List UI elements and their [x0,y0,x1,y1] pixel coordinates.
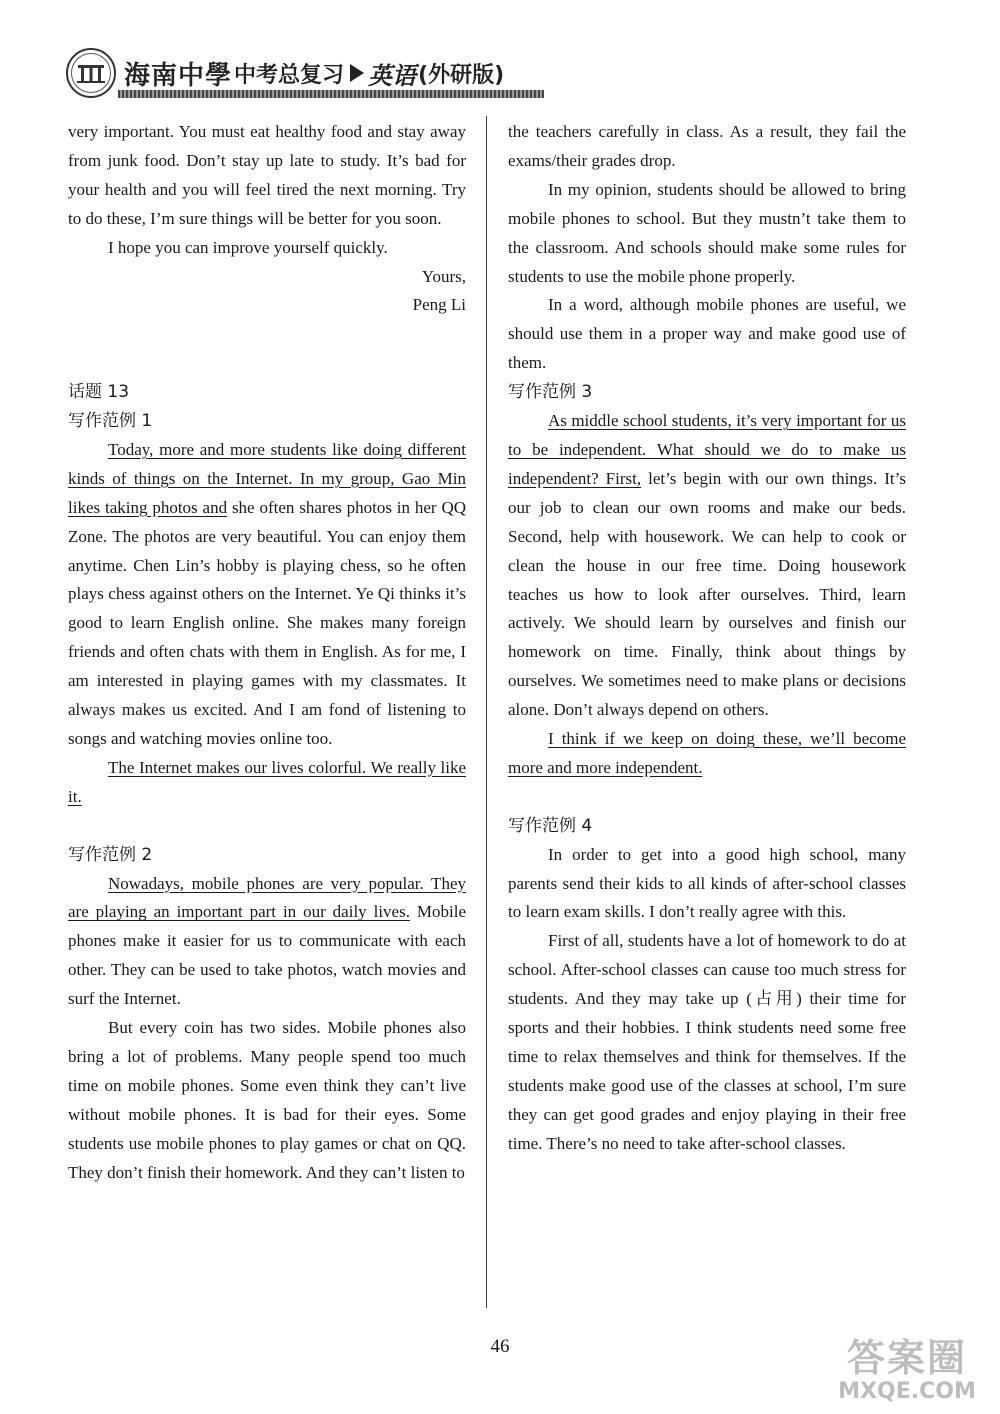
example-paragraph [508,725,906,783]
example-paragraph: First of all, students have a lot of homework to do at school. After-school classes can cause too much stress for students. And they may take up (占用) their time for sports and their hobbies. I think students need some free time to relax themselves and think for themselves. If the students make good use of the classes at school, I’m sure they can get good grades and enjoy playing in their free time. There’s no need to take after-school classes. [508,931,906,1153]
watermark-text: 答案圈 [846,1336,967,1380]
example-paragraph [68,870,466,1015]
underlined-text: The Internet makes our lives colorful. We really like it. [68,757,466,806]
example-paragraph: In my opinion, students should be allowed to bring mobile phones to school. But they mustn’t take them to the classroom. And schools should make some rules for students to use the mobile phone properly. [508,179,906,286]
subject-label: 英语 [368,61,417,90]
example-paragraph [68,754,466,812]
letter-paragraph: very important. You must eat healthy food and stay away from junk food. Don’t stay up late to study. It’s bad for your health and you will feel tired the next morning. Try to do these, I’m sure things will be better for you soon. [68,122,466,228]
edition-label: (外研版) [418,62,505,88]
example-paragraph [508,407,906,725]
left-column [68,118,466,1188]
example-heading: 写作范例 1 [68,411,153,432]
example-heading: 写作范例 3 [508,382,593,403]
paragraph-text: Mobile phones make it easier for us to communicate with each other. They can be used to take photos, watch movies and surf the Internet. [68,902,467,1009]
arrow-icon [350,64,364,82]
column-divider [486,116,487,1308]
paragraph-text: she often shares photos in her QQ Zone. The photos are very beautiful. You can enjoy them anytime. Chen Lin’s hobby is playing chess, so he often plays chess against others on the Internet. Ye Qi thinks it’s good to learn English online. She makes many foreign friends and often chats with them in English. As for me, I am interested in playing games with my classmates. It always makes us excited. And I am fond of listening to songs and watching movies online too. [68,497,467,749]
watermark-logo [822,1336,992,1406]
example-paragraph: But every coin has two sides. Mobile phones also bring a lot of problems. Many people spend too much time on mobile phones. Some even think they can’t live without mobile phones. It is bad for their eyes. Some students use mobile phones to play games or chat on QQ. They don’t finish their homework. And they can’t listen to [68,1018,466,1182]
topic-heading: 话题 13 [68,382,130,403]
underlined-text: As middle school students, it’s very important for us to be independent. What should we do to make us independent? First, [508,411,906,488]
right-column [508,118,906,1159]
letter-signature: Peng Li [412,295,466,315]
school-seal-icon [66,48,116,98]
underlined-text: Today, more and more students like doing different kinds of things on the Internet. In my group, Gao Min likes taking photos and [68,439,466,517]
underlined-text: I think if we keep on doing these, we’ll become more and more independent. [508,729,906,777]
book-title [124,56,504,90]
letter-paragraph: I hope you can improve yourself quickly. [108,237,388,257]
example-paragraph: In a word, although mobile phones are useful, we should use them in a proper way and make good use of them. [508,295,906,373]
page-number: 46 [490,1336,510,1357]
gate-icon [77,62,105,84]
page-header [66,48,505,100]
example-paragraph: In order to get into a good high school, many parents send their kids to all kinds of after-school classes to learn exam skills. I don’t really agree with this. [508,844,906,922]
example-heading: 写作范例 4 [508,815,593,836]
underlined-text: Nowadays, mobile phones are very popular. They are playing an important part in our daily lives. [68,873,466,922]
watermark-url: MXQE.COM [838,1379,976,1404]
school-name: 海南中學 [124,60,233,91]
example-heading: 写作范例 2 [68,844,153,865]
letter-closing: Yours, [421,266,466,286]
review-label: 中考总复习 [234,62,345,88]
example-paragraph: the teachers carefully in class. As a result, they fail the exams/their grades drop. [508,122,906,170]
paragraph-text: let’s begin with our own things. It’s our job to clean our own rooms and make our beds. Second, help with housework. We can help to cook or clean the house in our free time. Doing housework teaches us how to look after ourselves. Third, learn actively. We should learn by ourselves and finish our homework on time. Finally, think about things by ourselves. We sometimes need to make plans or decisions alone. Don’t always depend on others. [508,468,906,720]
header-rule [118,90,544,98]
example-paragraph [68,436,466,754]
